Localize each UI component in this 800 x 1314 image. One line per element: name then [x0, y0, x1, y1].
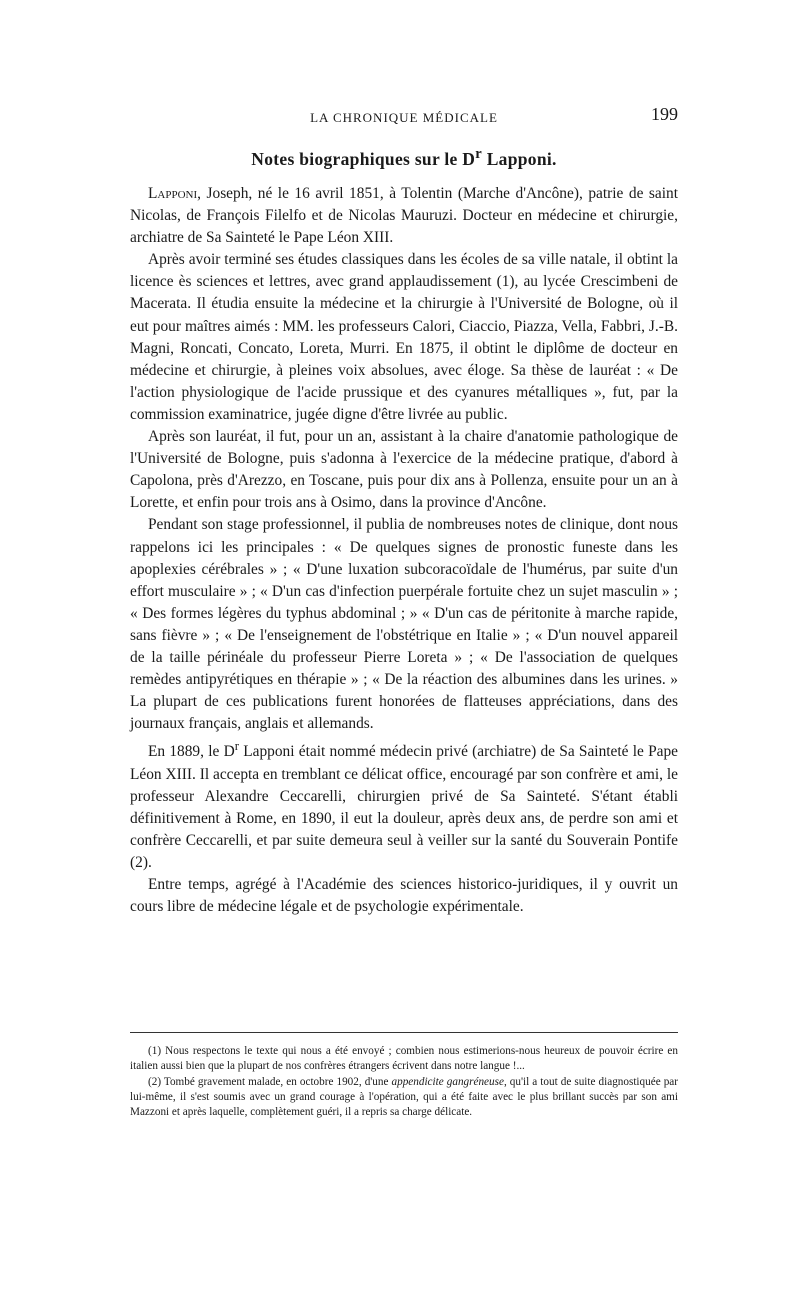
footnote-2-italic: appendicite gangréneuse: [391, 1075, 504, 1088]
footnotes: [130, 1044, 678, 1120]
lead-name: Lapponi: [148, 185, 198, 202]
paragraph-3: Après son lauréat, il fut, pour un an, assistant à la chaire d'anatomie pathologique de l'Université de Bologne, puis s'adonna à l'exercice de la médecine pratique, d'abord à Capolona, près d'Arezzo, en Toscane, puis pour dix ans à Pollenza, ensuite pour un an à Lorette, et enfin pour trois ans à Osimo, dans la province d'Ancône.: [130, 428, 678, 512]
title-text: Notes biographiques sur le D: [251, 148, 476, 169]
page-number: 199: [651, 104, 678, 124]
footnote-1: (1) Nous respectons le texte qui nous a été envoyé ; combien nous estimerions-nous heureux de pouvoir écrire en italien aussi bien que la plupart de nos confrères étrangers écrivent dans notre langue !...: [130, 1045, 678, 1073]
paragraph-5: [130, 735, 678, 874]
page-header: [130, 104, 678, 130]
paragraph-1: [130, 183, 678, 249]
paragraph-5-superscript: r: [234, 739, 239, 754]
article-body: [130, 183, 678, 918]
footnote-2-start: (2) Tombé gravement malade, en octobre 1902, d'une: [148, 1075, 392, 1088]
paragraph-5-start: En 1889, le D: [148, 743, 235, 761]
running-head: LA CHRONIQUE MÉDICALE: [310, 110, 498, 125]
footnote-2-rest: , qu'il a tout de suite diagnostiquée par lui-même, il s'est soumis avec un grand courage à l'opération, qui a été faite avec le plus brillant succès par son ami Mazzoni et après laquelle, complètement guéri, il a repris sa charge délicate.: [130, 1075, 678, 1119]
title-name: Lapponi.: [482, 148, 557, 169]
article-title: [130, 146, 678, 170]
footnote-divider: [130, 1032, 678, 1033]
title-superscript: r: [475, 146, 483, 162]
paragraph-6: Entre temps, agrégé à l'Académie des sciences historico-juridiques, il y ouvrit un cours libre de médecine légale et de psychologie expérimentale.: [130, 876, 678, 916]
paragraph-4: Pendant son stage professionnel, il publia de nombreuses notes de clinique, dont nous rappelons ici les principales : « De quelques signes de pronostic funeste dans les apoplexies cérébrales » ; « D'une luxation subcoracoïdale de l'humérus, par suite d'un effort musculaire » ; « D'un cas d'infection puerpérale fortuite chez un sujet masculin » ; « Des formes légères du typhus abdominal ; » « D'un cas de péritonite à marche rapide, sans fièvre » ; « De l'enseignement de l'obstétrique en Italie » ; « D'un nouvel appareil de la taille périnéale du professeur Pierre Loreta » ; « De l'association de quelques remèdes antipyrétiques en thérapie » ; « De la réaction des albumines dans les urines. » La plupart de ces publications furent honorées de flatteuses appréciations, dans des journaux français, anglais et allemands.: [130, 516, 678, 733]
paragraph-1-text: , Joseph, né le 16 avril 1851, à Tolentin (Marche d'Ancône), patrie de saint Nicolas, de François Filelfo et de Nicolas Mauruzi. Docteur en médecine et chirurgie, archiatre de Sa Sainteté le Pape Léon XIII.: [130, 185, 678, 247]
footnote-2: [130, 1075, 678, 1121]
paragraph-2: Après avoir terminé ses études classiques dans les écoles de sa ville natale, il obtint la licence ès sciences et lettres, avec grand applaudissement (1), au lycée Crescimbeni de Macerata. Il étudia ensuite la médecine et la chirurgie à l'Université de Bologne, où il eut pour maîtres aimés : MM. les professeurs Calori, Ciaccio, Piazza, Vella, Fabbri, J.-B. Magni, Roncati, Concato, Loreta, Murri. En 1875, il obtint le diplôme de docteur en médecine et chirurgie, à pleines voix absolues, avec éloge. Sa thèse de lauréat : « De l'action physiologique de l'acide prussique et des cyanures métalliques », fut, par la commission examinatrice, jugée digne d'être livrée au public.: [130, 251, 678, 423]
paragraph-5-rest: Lapponi était nommé médecin privé (archiatre) de Sa Sainteté le Pape Léon XIII. Il accepta en tremblant ce délicat office, encouragé par son confrère et ami, le professeur Alexandre Ceccarelli, chirurgien privé de Sa Sainteté. S'étant établi définitivement à Rome, en 1890, il eut la douleur, après deux ans, de perdre son ami et confrère Ceccarelli, et par suite demeura seul à veiller sur la santé du Souverain Pontife (2).: [130, 743, 678, 871]
